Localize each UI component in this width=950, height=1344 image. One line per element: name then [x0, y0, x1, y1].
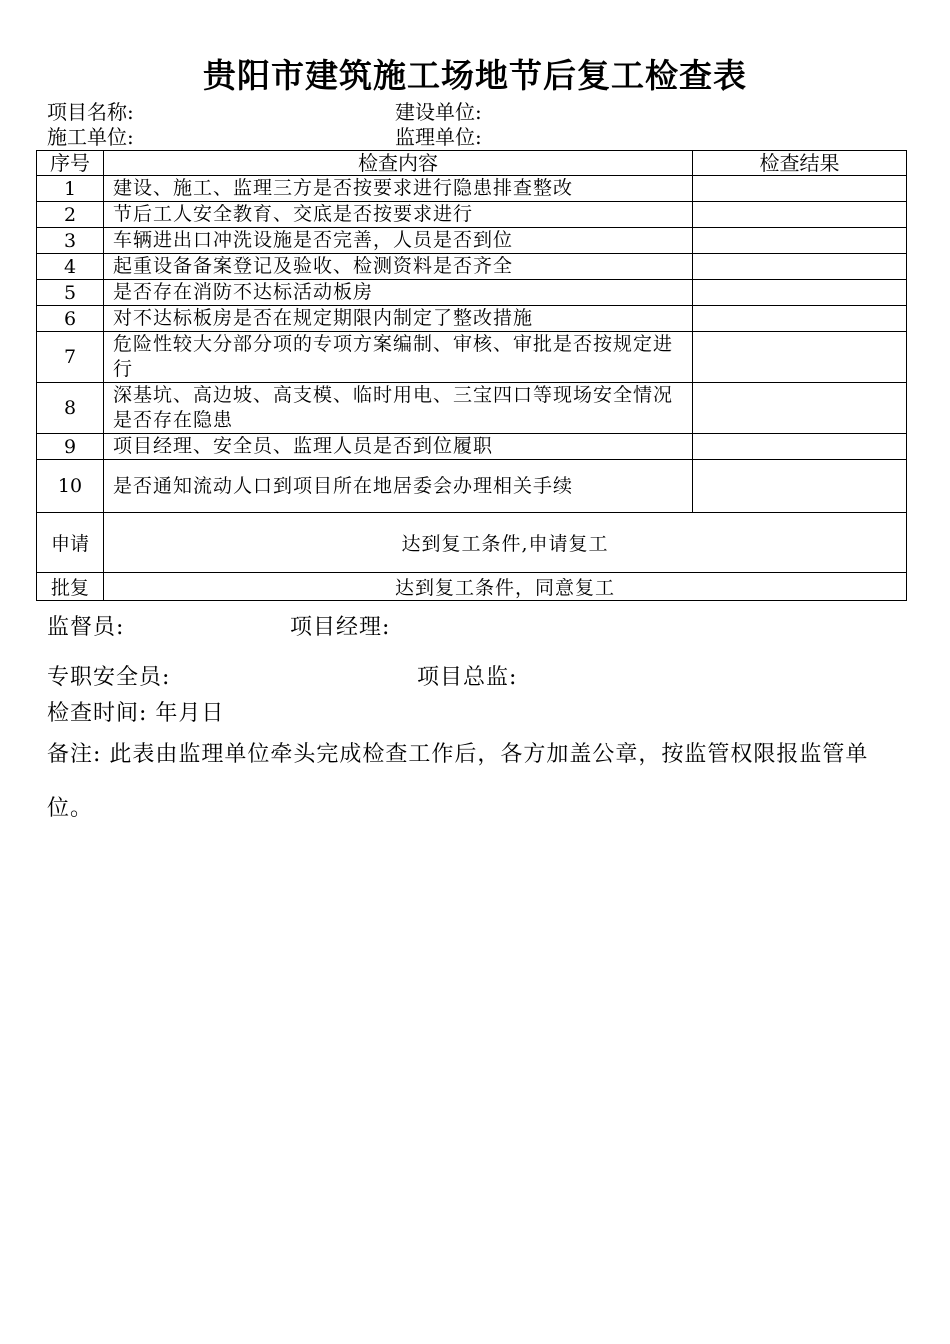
row-number: 9	[37, 434, 104, 460]
row-result[interactable]	[693, 332, 907, 383]
table-row	[37, 228, 907, 254]
row-number: 3	[37, 228, 104, 254]
row-result[interactable]	[693, 202, 907, 228]
row-content: 项目经理、安全员、监理人员是否到位履职	[104, 434, 693, 460]
table-row	[37, 383, 907, 434]
header-result: 检查结果	[693, 151, 907, 176]
safety-officer-label: 专职安全员:	[47, 665, 171, 690]
row-number: 8	[37, 383, 104, 434]
table-row	[37, 254, 907, 280]
chief-supervisor-label: 项目总监:	[417, 665, 518, 690]
row-content: 对不达标板房是否在规定期限内制定了整改措施	[104, 306, 693, 332]
page-title: 贵阳市建筑施工场地节后复工检查表	[203, 56, 747, 95]
project-manager-label: 项目经理:	[290, 615, 391, 640]
table-row	[37, 280, 907, 306]
row-number: 5	[37, 280, 104, 306]
check-time-label: 检查时间: 年月日	[47, 701, 225, 726]
row-result[interactable]	[693, 254, 907, 280]
approve-row	[37, 573, 907, 601]
row-number: 7	[37, 332, 104, 383]
approve-label: 批复	[37, 573, 104, 601]
supervisor-label: 监督员:	[47, 615, 125, 640]
row-content: 危险性较大分部分项的专项方案编制、审核、审批是否按规定进行	[104, 332, 693, 383]
row-result[interactable]	[693, 280, 907, 306]
row-result[interactable]	[693, 383, 907, 434]
construction-unit-label: 建设单位:	[395, 100, 482, 124]
table-row	[37, 460, 907, 513]
row-content: 是否存在消防不达标活动板房	[104, 280, 693, 306]
remark-note: 备注: 此表由监理单位牵头完成检查工作后，各方加盖公章，按监管权限报监管单位。	[47, 742, 869, 821]
table-row	[37, 434, 907, 460]
row-number: 6	[37, 306, 104, 332]
table-header-row	[37, 151, 907, 176]
apply-text: 达到复工条件,申请复工	[104, 513, 907, 573]
supervision-unit-label: 监理单位:	[395, 125, 482, 149]
row-content: 节后工人安全教育、交底是否按要求进行	[104, 202, 693, 228]
row-content: 车辆进出口冲洗设施是否完善，人员是否到位	[104, 228, 693, 254]
apply-row	[37, 513, 907, 573]
row-number: 2	[37, 202, 104, 228]
header-no: 序号	[37, 151, 104, 176]
row-result[interactable]	[693, 306, 907, 332]
table-row	[37, 306, 907, 332]
inspection-table	[36, 150, 907, 601]
row-number: 1	[37, 176, 104, 202]
apply-label: 申请	[37, 513, 104, 573]
approve-text: 达到复工条件，同意复工	[104, 573, 907, 601]
table-row	[37, 202, 907, 228]
row-content: 是否通知流动人口到项目所在地居委会办理相关手续	[104, 460, 693, 513]
row-number: 10	[37, 460, 104, 513]
row-content: 起重设备备案登记及验收、检测资料是否齐全	[104, 254, 693, 280]
row-result[interactable]	[693, 460, 907, 513]
row-content: 建设、施工、监理三方是否按要求进行隐患排查整改	[104, 176, 693, 202]
row-number: 4	[37, 254, 104, 280]
row-result[interactable]	[693, 176, 907, 202]
table-row	[37, 332, 907, 383]
row-result[interactable]	[693, 434, 907, 460]
table-row	[37, 176, 907, 202]
header-content: 检查内容	[104, 151, 693, 176]
row-result[interactable]	[693, 228, 907, 254]
row-content: 深基坑、高边坡、高支模、临时用电、三宝四口等现场安全情况是否存在隐患	[104, 383, 693, 434]
builder-unit-label: 施工单位:	[47, 125, 134, 149]
project-name-label: 项目名称:	[47, 100, 134, 124]
